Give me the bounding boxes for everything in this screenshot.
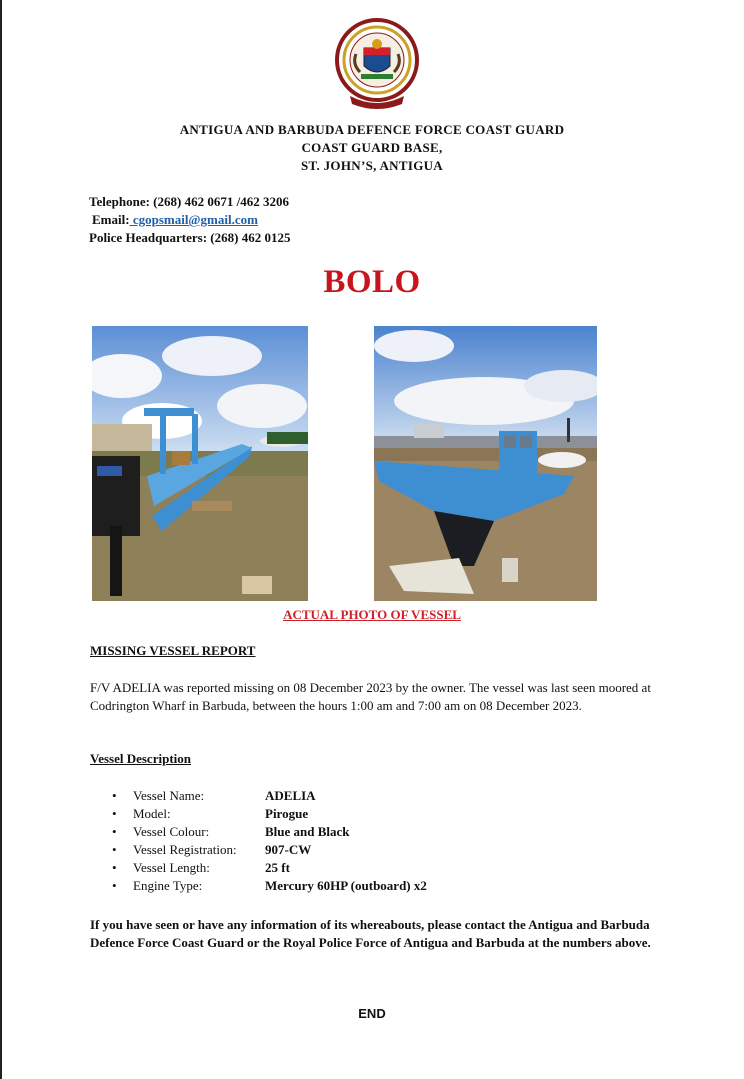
desc-label: Model: — [133, 806, 171, 821]
desc-label: Vessel Length: — [133, 860, 210, 875]
vessel-description-heading: Vessel Description — [90, 751, 191, 766]
desc-value: ADELIA — [265, 788, 316, 803]
coat-of-arms-seal-icon — [328, 18, 426, 110]
email-line — [92, 212, 258, 228]
org-base-line: COAST GUARD BASE, — [301, 140, 443, 155]
desc-label: Vessel Colour: — [133, 824, 210, 839]
org-name-line: ANTIGUA AND BARBUDA DEFENCE FORCE COAST GUARD — [179, 122, 565, 137]
bullet-icon: • — [112, 878, 117, 893]
boat-photo-side — [92, 326, 308, 601]
desc-label: Engine Type: — [133, 878, 203, 893]
bullet-icon: • — [112, 842, 117, 857]
bullet-icon: • — [112, 824, 117, 839]
boat-front-image — [374, 326, 597, 601]
end-marker: END — [358, 1006, 386, 1021]
bolo-title: BOLO — [323, 264, 421, 300]
email-label: Email: — [92, 212, 130, 227]
bullet-icon: • — [112, 788, 117, 803]
org-location-line: ST. JOHN’S, ANTIGUA — [301, 158, 443, 173]
desc-value: Mercury 60HP (outboard) x2 — [265, 878, 427, 893]
missing-vessel-body: F/V ADELIA was reported missing on 08 December 2023 by the owner. The vessel was last seen moored at Codrington Wharf in Barbuda, between the hours 1:00 am and 7:00 am on 08 December 2023. — [90, 680, 651, 713]
missing-vessel-heading: MISSING VESSEL REPORT — [90, 643, 256, 658]
boat-side-image — [92, 326, 308, 601]
desc-value: Pirogue — [265, 806, 309, 821]
email-link[interactable]: cgopsmail@gmail.com — [129, 212, 258, 227]
police-hq-line: Police Headquarters: (268) 462 0125 — [89, 230, 291, 245]
bullet-icon: • — [112, 860, 117, 875]
desc-value: 25 ft — [265, 860, 290, 875]
telephone-line: Telephone: (268) 462 0671 /462 3206 — [89, 194, 289, 209]
desc-label: Vessel Name: — [133, 788, 205, 803]
desc-label: Vessel Registration: — [133, 842, 237, 857]
bullet-icon: • — [112, 806, 117, 821]
contact-request-paragraph: If you have seen or have any information of its whereabouts, please contact the Antigua and Barbuda Defence Force Coast Guard or the Royal Police Force of Antigua and Barbuda at the numbers above. — [90, 917, 651, 950]
photo-caption: ACTUAL PHOTO OF VESSEL — [283, 607, 461, 622]
boat-photo-front — [374, 326, 597, 601]
desc-value: 907-CW — [265, 842, 312, 857]
desc-value: Blue and Black — [265, 824, 350, 839]
